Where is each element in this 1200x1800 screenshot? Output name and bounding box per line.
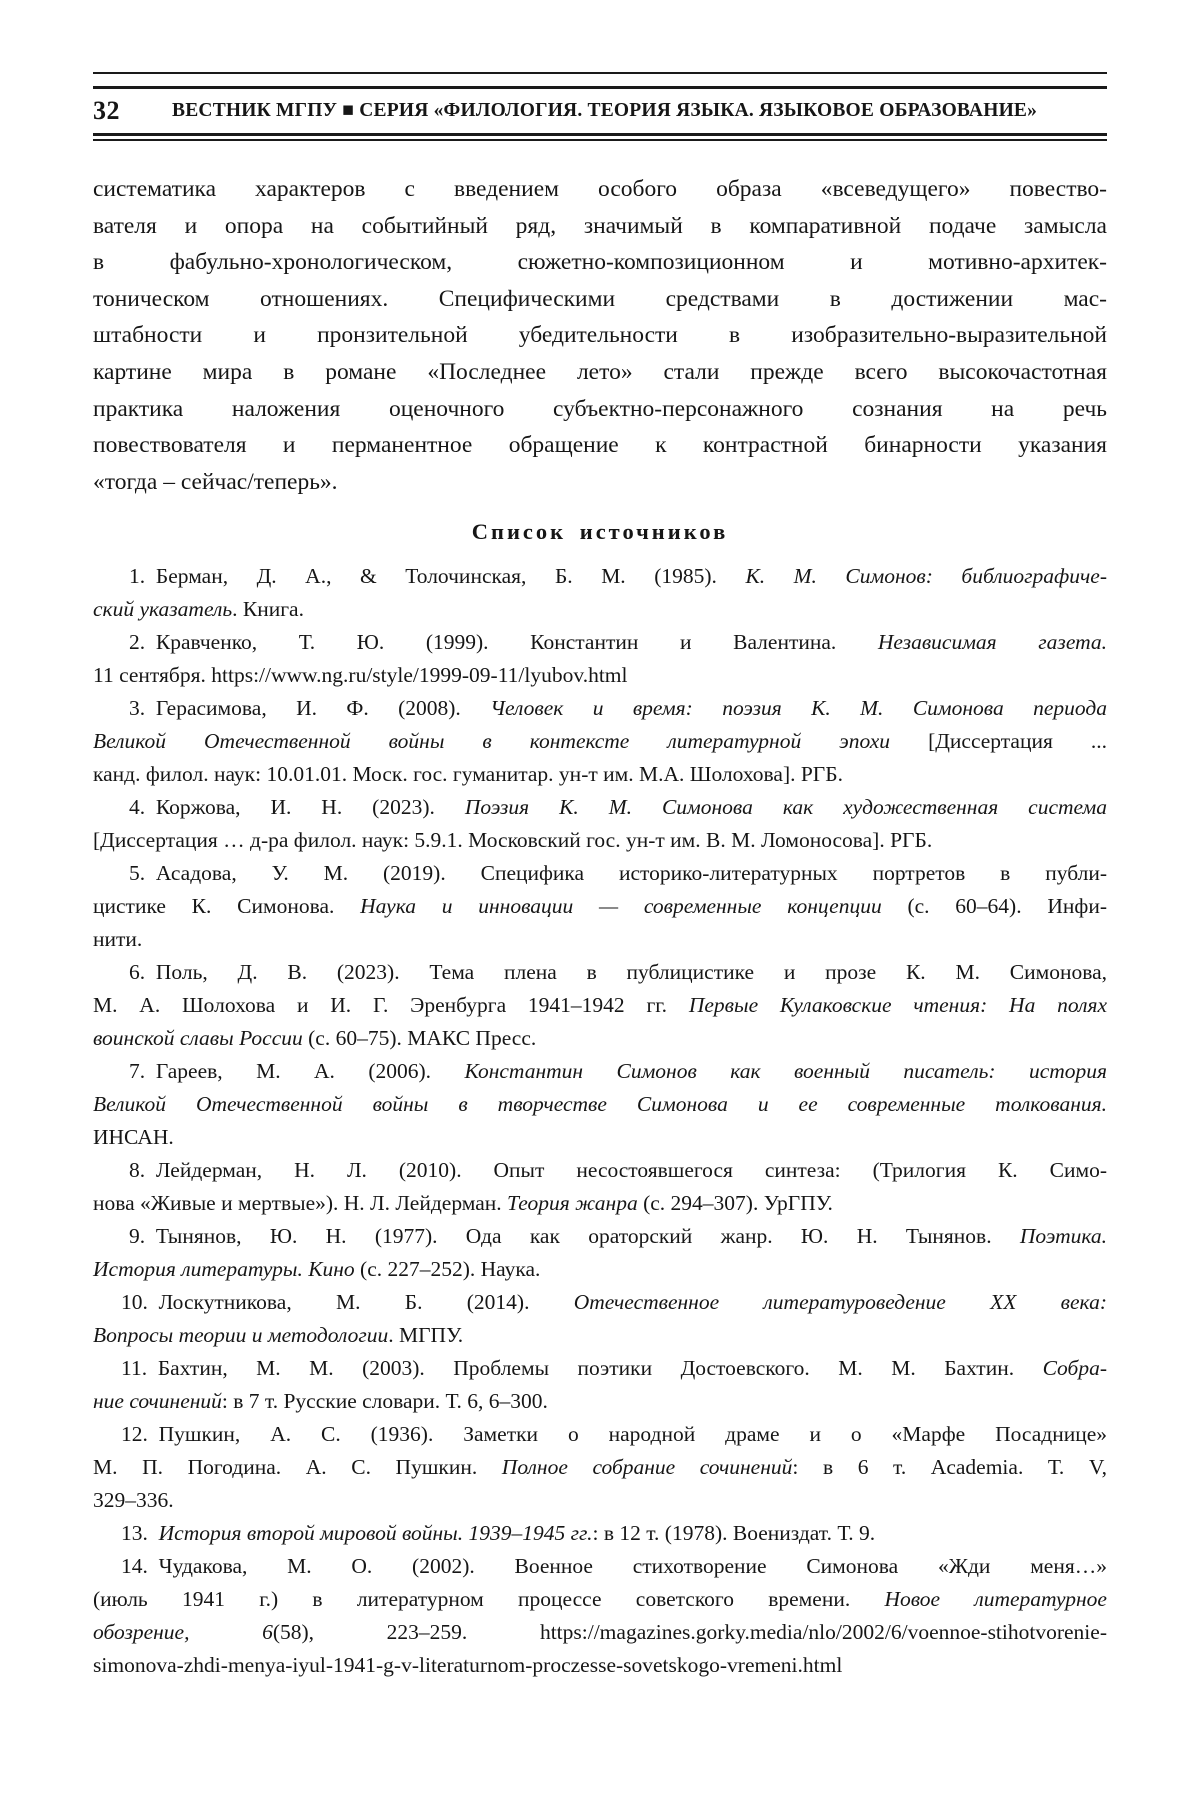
- regular-text: (с. 60–64). Инфи-: [881, 894, 1107, 919]
- regular-text: (с. 227–252). Наука.: [354, 1257, 541, 1282]
- regular-text: 14. Чудакова, М. О. (2002). Военное стихотворение Симонова «Жди меня…»: [121, 1554, 1107, 1579]
- reference-line: [93, 1649, 1107, 1682]
- italic-text: Полное собрание сочинений: [501, 1455, 793, 1480]
- regular-text: (58), 223–259. https://magazines.gorky.media/nlo/2002/6/voennoe-stihotvorenie-: [272, 1620, 1107, 1645]
- body-paragraph: [93, 171, 1107, 500]
- italic-text: Великой Отечественной войны в контексте литературной эпохи: [93, 729, 891, 754]
- reference-line: [93, 1022, 1107, 1055]
- regular-text: 8. Лейдерман, Н. Л. (2010). Опыт несостоявшегося синтеза: (Трилогия К. Симо-: [129, 1158, 1107, 1183]
- reference-item: [93, 1352, 1107, 1418]
- text-line: тоническом отношениях. Специфическими средствами в достижении мас-: [93, 285, 1107, 312]
- references-list: [93, 560, 1107, 1682]
- regular-text: М. П. Погодина. А. С. Пушкин.: [93, 1455, 502, 1480]
- reference-line: [93, 923, 1107, 956]
- reference-item: [93, 857, 1107, 956]
- regular-text: . Книга.: [232, 597, 304, 622]
- regular-text: 11. Бахтин, М. М. (2003). Проблемы поэтики Достоевского. М. М. Бахтин.: [121, 1356, 1043, 1381]
- reference-line: [93, 758, 1107, 791]
- italic-text: Великой Отечественной войны в творчестве Симонова и ее современные толкования.: [93, 1092, 1107, 1117]
- reference-line: [93, 890, 1107, 923]
- text-line: повествователя и перманентное обращение к контрастной бинарности указания: [93, 432, 1107, 459]
- text-line: «тогда – сейчас/теперь».: [93, 468, 338, 495]
- reference-line: [93, 659, 1107, 692]
- reference-item: [93, 1517, 1107, 1550]
- italic-text: К. М. Симонов: библиографиче-: [745, 564, 1108, 589]
- regular-text: (июль 1941 г.) в литературном процессе советского времени.: [93, 1587, 885, 1612]
- italic-text: История второй мировой войны. 1939–1945 гг.: [158, 1521, 593, 1546]
- regular-text: нова «Живые и мертвые»). Н. Л. Лейдерман.: [93, 1191, 508, 1216]
- regular-text: (с. 60–75). МАКС Пресс.: [302, 1026, 537, 1051]
- italic-text: Поэтика.: [1019, 1224, 1107, 1249]
- reference-item: [93, 1154, 1107, 1220]
- regular-text: simonova-zhdi-menya-iyul-1941-g-v-literaturnom-proczesse-sovetskogo-vremeni.html: [93, 1653, 843, 1678]
- reference-line: [93, 725, 1107, 758]
- italic-text: Человек и время: поэзия К. М. Симонова периода: [490, 696, 1107, 721]
- reference-line: [93, 1550, 1107, 1583]
- reference-line: [93, 791, 1107, 824]
- reference-line: [93, 1286, 1107, 1319]
- text-line: штабности и пронзительной убедительности в изобразительно-выразительной: [93, 322, 1107, 349]
- regular-text: 11 сентября. https://www.ng.ru/style/1999-09-11/lyubov.html: [93, 663, 628, 688]
- regular-text: ИНСАН.: [93, 1125, 174, 1150]
- regular-text: 3. Герасимова, И. Ф. (2008).: [129, 696, 491, 721]
- reference-line: [93, 989, 1107, 1022]
- regular-text: 12. Пушкин, А. С. (1936). Заметки о народной драме и о «Марфе Посаднице»: [121, 1422, 1107, 1447]
- regular-text: М. А. Шолохова и И. Г. Эренбурга 1941–1942 гг.: [93, 993, 689, 1018]
- regular-text: 13.: [121, 1521, 159, 1546]
- regular-text: 9. Тынянов, Ю. Н. (1977). Ода как ораторский жанр. Ю. Н. Тынянов.: [129, 1224, 1020, 1249]
- reference-line: [93, 560, 1107, 593]
- reference-line: [93, 1121, 1107, 1154]
- italic-text: Первые Кулаковские чтения: На полях: [688, 993, 1107, 1018]
- italic-text: обозрение, 6: [93, 1620, 273, 1645]
- regular-text: : в 6 т. Academia. Т. V,: [792, 1455, 1107, 1480]
- reference-item: [93, 956, 1107, 1055]
- reference-line: [93, 1055, 1107, 1088]
- reference-item: [93, 791, 1107, 857]
- regular-text: 4. Коржова, И. Н. (2023).: [129, 795, 465, 820]
- italic-text: Наука и инновации — современные концепции: [360, 894, 882, 919]
- text-line: практика наложения оценочного субъектно-персонажного сознания на речь: [93, 395, 1107, 422]
- reference-line: [93, 1154, 1107, 1187]
- italic-text: История литературы. Кино: [93, 1257, 355, 1282]
- reference-line: [93, 1517, 1107, 1550]
- running-head: [93, 89, 1107, 133]
- italic-text: Константин Симонов как военный писатель: история: [464, 1059, 1108, 1084]
- regular-text: : в 12 т. (1978). Воениздат. Т. 9.: [592, 1521, 876, 1546]
- italic-text: Независимая газета.: [877, 630, 1107, 655]
- header-rule-thick-bottom: [93, 133, 1107, 136]
- italic-text: Новое литературное: [884, 1587, 1107, 1612]
- reference-line: [93, 956, 1107, 989]
- italic-text: ский указатель: [93, 597, 233, 622]
- italic-text: Теория жанра: [507, 1191, 638, 1216]
- reference-line: [93, 1220, 1107, 1253]
- reference-line: [93, 1616, 1107, 1649]
- italic-text: Поэзия К. М. Симонова как художественная система: [464, 795, 1108, 820]
- reference-line: [93, 1088, 1107, 1121]
- text-line: вателя и опора на событийный ряд, значимый в компаративной подаче замысла: [93, 212, 1107, 239]
- reference-line: [93, 593, 1107, 626]
- regular-text: (с. 294–307). УрГПУ.: [637, 1191, 833, 1216]
- reference-line: [93, 1253, 1107, 1286]
- italic-text: Отечественное литературоведение XX века:: [573, 1290, 1107, 1315]
- reference-item: [93, 1055, 1107, 1154]
- regular-text: : в 7 т. Русские словари. Т. 6, 6–300.: [221, 1389, 548, 1414]
- reference-line: [93, 1319, 1107, 1352]
- reference-line: [93, 1451, 1107, 1484]
- regular-text: 1. Берман, Д. А., & Толочинская, Б. М. (1985).: [129, 564, 746, 589]
- regular-text: 6. Поль, Д. В. (2023). Тема плена в публицистике и прозе К. М. Симонова,: [129, 960, 1107, 985]
- reference-line: [93, 1583, 1107, 1616]
- reference-line: [93, 1352, 1107, 1385]
- regular-text: канд. филол. наук: 10.01.01. Моск. гос. гуманитар. ун-т им. М.А. Шолохова]. РГБ.: [93, 762, 843, 787]
- italic-text: Собра-: [1042, 1356, 1107, 1381]
- text-line: картине мира в романе «Последнее лето» стали прежде всего высокочастотная: [93, 358, 1107, 385]
- header-rule-thin-top: [93, 72, 1107, 74]
- reference-item: [93, 560, 1107, 626]
- text-line: систематика характеров с введением особого образа «всеведущего» повество-: [93, 176, 1107, 202]
- regular-text: 2. Кравченко, Т. Ю. (1999). Константин и Валентина.: [129, 630, 878, 655]
- regular-text: . МГПУ.: [388, 1323, 464, 1348]
- reference-item: [93, 1220, 1107, 1286]
- reference-item: [93, 1286, 1107, 1352]
- italic-text: ние сочинений: [93, 1389, 222, 1414]
- reference-item: [93, 1418, 1107, 1517]
- references-heading: Список источников: [471, 519, 729, 545]
- reference-line: [93, 1187, 1107, 1220]
- regular-text: 10. Лоскутникова, М. Б. (2014).: [121, 1290, 574, 1315]
- reference-item: [93, 626, 1107, 692]
- reference-line: [93, 1418, 1107, 1451]
- regular-text: [Диссертация … д-ра филол. наук: 5.9.1. Московский гос. ун-т им. В. М. Ломоносова]. РГБ.: [93, 828, 933, 853]
- reference-item: [93, 692, 1107, 791]
- regular-text: нити.: [93, 927, 143, 952]
- reference-line: [93, 1385, 1107, 1418]
- regular-text: 7. Гареев, М. А. (2006).: [129, 1059, 465, 1084]
- reference-line: [93, 824, 1107, 857]
- regular-text: цистике К. Симонова.: [93, 894, 361, 919]
- regular-text: 5. Асадова, У. М. (2019). Специфика историко-литературных портретов в публи-: [129, 861, 1107, 886]
- italic-text: Вопросы теории и методологии: [93, 1323, 389, 1348]
- regular-text: 329–336.: [93, 1488, 174, 1513]
- page-number: 32: [93, 96, 120, 125]
- reference-line: [93, 1484, 1107, 1517]
- reference-line: [93, 692, 1107, 725]
- journal-title: ВЕСТНИК МГПУ ■ СЕРИЯ «ФИЛОЛОГИЯ. ТЕОРИЯ ЯЗЫКА. ЯЗЫКОВОЕ ОБРАЗОВАНИЕ»: [172, 100, 1038, 121]
- reference-line: [93, 857, 1107, 890]
- text-line: в фабульно-хронологическом, сюжетно-композиционном и мотивно-архитек-: [93, 249, 1107, 276]
- italic-text: воинской славы России: [93, 1026, 303, 1051]
- header-rule-thin-bottom: [93, 139, 1107, 141]
- reference-line: [93, 626, 1107, 659]
- reference-item: [93, 1550, 1107, 1682]
- regular-text: [Диссертация ...: [890, 729, 1107, 754]
